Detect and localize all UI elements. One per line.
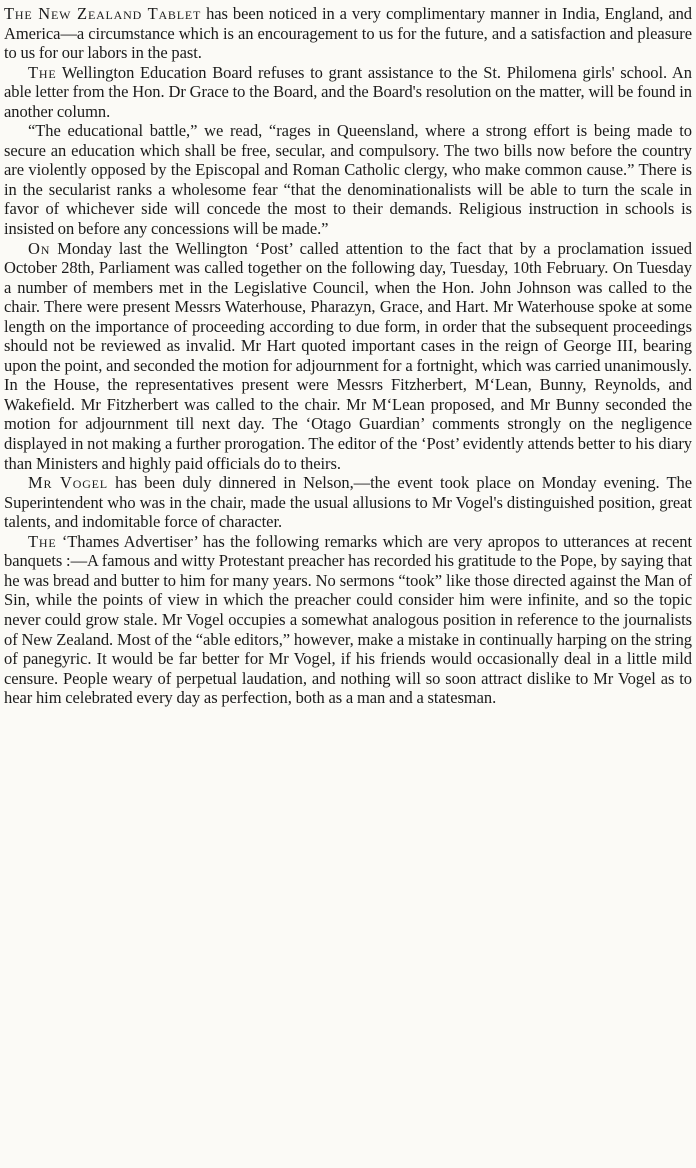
paragraph-thames-advertiser xyxy=(4,532,692,708)
paragraph-education-board xyxy=(4,63,692,122)
paragraph-lead: Mr Vogel xyxy=(28,473,108,493)
paragraph-tablet-notice xyxy=(4,4,692,63)
paragraph-text: “The educational battle,” we read, “rages in Queensland, where a strong effort is being made to secure an education which shall be free, secular, and compulsory. The two bills now before the country are violently opposed by the Episcopal and Roman Catholic clergy, who make common cause.” There is in the secularist ranks a wholesome fear “that the denominationalists will be able to turn the scale in favor of whichever side will concede the most to their demands. Religious instruction in schools is insisted on before any concessions will be made.” xyxy=(4,121,692,239)
paragraph-lead: The xyxy=(28,531,57,551)
paragraph-text: has been duly dinnered in Nelson,—the event took place on Monday evening. The Superintendent who was in the chair, made the usual allusions to Mr Vogel's distinguished position, great talents, and indomitable force of character. xyxy=(4,473,693,532)
paragraph-lead: The xyxy=(28,62,57,82)
paragraph-queensland xyxy=(4,121,692,238)
paragraph-text: Wellington Education Board refuses to grant assistance to the St. Philomena girls' school. An able letter from the Hon. Dr Grace to the Board, and the Board's resolution on the matter, will be found in another column. xyxy=(4,62,692,121)
paragraph-lead: On xyxy=(28,238,51,258)
paragraph-parliament xyxy=(4,239,692,474)
paragraph-text: ‘Thames Advertiser’ has the following remarks which are very apropos to utterances at recent banquets :—A famous and witty Protestant preacher has recorded his gratitude to the Pope, by saying that he was bread and butter to him for many years. No sermons “took” like those directed against the Man of Sin, while the points of view in which the preacher could consider him were infinite, and so the topic never could grow stale. Mr Vogel occupies a somewhat analogous position in reference to the journalists of New Zealand. Most of the “able editors,” however, make a mistake in continually harping on the string of panegyric. It would be far better for Mr Vogel, if his friends would occasionally deal in a little mild censure. People weary of perpetual laudation, and nothing will so soon attract dislike to Mr Vogel as to hear him celebrated every day as perfection, both as a man and a statesman. xyxy=(4,531,692,708)
paragraph-text: Monday last the Wellington ‘Post’ called attention to the fact that by a proclamation issued October 28th, Parliament was called together on the following day, Tuesday, 10th February. On Tuesday a number of members met in the Legislative Council, when the Hon. John Johnson was called to the chair. There were present Messrs Waterhouse, Pharazyn, Grace, and Hart. Mr Waterhouse spoke at some length on the importance of proceeding according to due form, in order that the subsequent proceedings should not be reviewed as invalid. Mr Hart quoted important cases in the reign of George III, bearing upon the point, and seconded the motion for adjournment for a fortnight, which was carried unanimously. In the House, the representatives present were Messrs Fitzherbert, M‘Lean, Bunny, Reynolds, and Wakefield. Mr Fitzherbert was called to the chair. Mr M‘Lean proposed, and Mr Bunny seconded the motion for adjournment till next day. The ‘Otago Guardian’ comments strongly on the negligence displayed in not making a further prorogation. The editor of the ‘Post’ evidently attends better to his diary than Ministers and highly paid officials do to theirs. xyxy=(4,238,692,473)
paragraph-lead: The New Zealand Tablet xyxy=(4,4,202,23)
paragraph-text: has been noticed in a very complimentary manner in India, England, and America—a circumstance which is an encouragement to us for the future, and a satisfaction and pleasure to us for our labors in the past. xyxy=(4,4,692,63)
paragraph-vogel-dinner xyxy=(4,473,692,532)
